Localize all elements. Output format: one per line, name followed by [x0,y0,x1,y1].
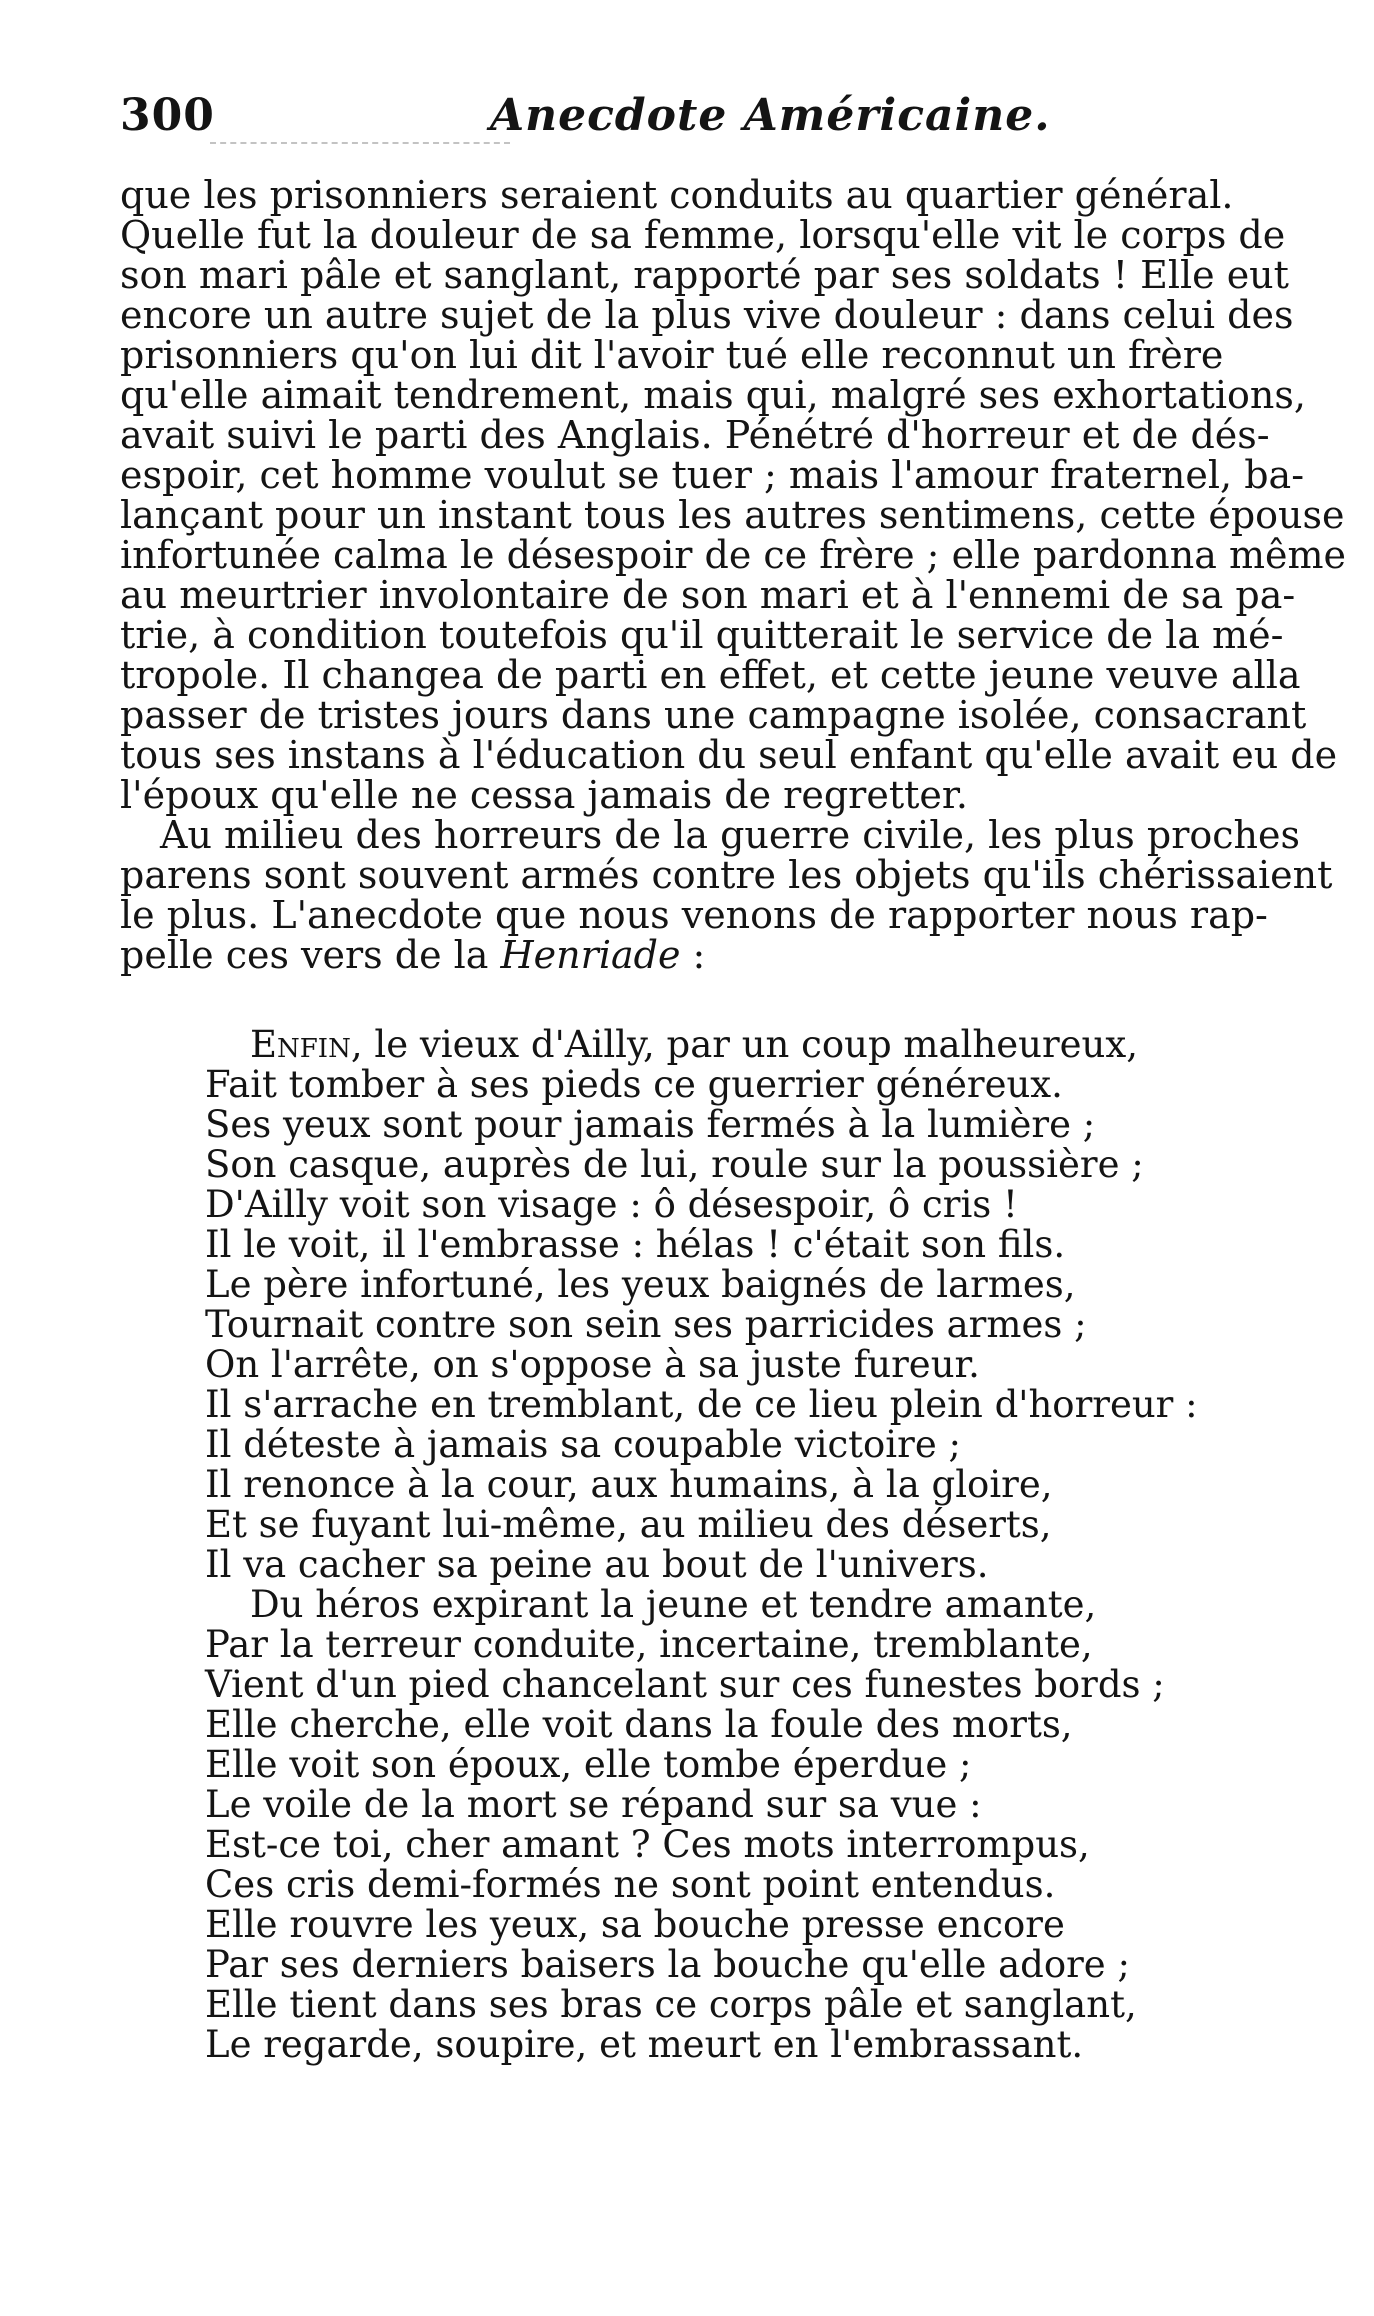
prose-line: tropole. Il changea de parti en effet, et cette jeune veuve alla [120,653,1301,697]
prose-line: parens sont souvent armés contre les objets qu'ils chérissaient [120,853,1333,897]
prose-line: tous ses instans à l'éducation du seul enfant qu'elle avait eu de [120,733,1338,777]
prose-line: infortunée calma le désespoir de ce frère ; elle pardonna même [120,533,1347,577]
prose-line: passer de tristes jours dans une campagne isolée, consacrant [120,693,1307,737]
verse-line: Le regarde, soupire, et meurt en l'embrassant. [205,2023,1084,2066]
prose-line: que les prisonniers seraient conduits au quartier général. [120,173,1234,217]
poem-title: Henriade [500,933,681,977]
header-rule [210,142,510,144]
prose-line: son mari pâle et sanglant, rapporté par ses soldats ! Elle eut [120,253,1289,297]
verse-line: Le voile de la mort se répand sur sa vue : [205,1783,982,1826]
prose-line: au meurtrier involontaire de son mari et à l'ennemi de sa pa- [120,573,1296,617]
page-number: 300 [120,90,215,141]
verse-line: D'Ailly voit son visage : ô désespoir, ô cris ! [205,1183,1018,1226]
prose-line: qu'elle aimait tendrement, mais qui, malgré ses exhortations, [120,373,1306,417]
page-header [120,90,1220,150]
verse-line: Elle tient dans ses bras ce corps pâle et sanglant, [205,1983,1137,2026]
verse-block [205,1025,1205,2065]
verse-line: Et se fuyant lui-même, au milieu des déserts, [205,1503,1052,1546]
verse-line: Son casque, auprès de lui, roule sur la poussière ; [205,1143,1144,1186]
prose-punct: : [680,933,706,977]
verse-line: Il s'arrache en tremblant, de ce lieu plein d'horreur : [205,1383,1198,1426]
prose-line-last [120,935,1220,975]
prose-line: trie, à condition toutefois qu'il quitterait le service de la mé- [120,613,1284,657]
prose-line: espoir, cet homme voulut se tuer ; mais l'amour fraternel, ba- [120,453,1305,497]
verse-line: Du héros expirant la jeune et tendre amante, [250,1583,1097,1626]
prose-line: lançant pour un instant tous les autres sentimens, cette épouse [120,493,1345,537]
verse-line: On l'arrête, on s'oppose à sa juste fureur. [205,1343,980,1386]
verse-line: Vient d'un pied chancelant sur ces funestes bords ; [205,1663,1165,1706]
verse-line: Ses yeux sont pour jamais fermés à la lumière ; [205,1103,1096,1146]
verse-line [205,1025,1205,1065]
verse-line: Il va cacher sa peine au bout de l'univers. [205,1543,989,1586]
prose-line: le plus. L'anecdote que nous venons de rapporter nous rap- [120,893,1268,937]
verse-line: Elle cherche, elle voit dans la foule des morts, [205,1703,1073,1746]
verse-line: Il déteste à jamais sa coupable victoire ; [205,1423,961,1466]
verse-first-word: Enfin, [250,1023,363,1066]
prose-line: avait suivi le parti des Anglais. Pénétré d'horreur et de dés- [120,413,1270,457]
verse-line: Elle voit son époux, elle tombe éperdue ; [205,1743,972,1786]
verse-line: Par ses derniers baisers la bouche qu'elle adore ; [205,1943,1130,1986]
prose-line: prisonniers qu'on lui dit l'avoir tué elle reconnut un frère [120,333,1224,377]
verse-line: Tournait contre son sein ses parricides armes ; [205,1303,1087,1346]
prose-line: encore un autre sujet de la plus vive douleur : dans celui des [120,293,1294,337]
prose-line: Au milieu des horreurs de la guerre civile, les plus proches [160,813,1300,857]
verse-line: Ces cris demi-formés ne sont point entendus. [205,1863,1056,1906]
verse-line: Par la terreur conduite, incertaine, tremblante, [205,1623,1093,1666]
verse-line: Il renonce à la cour, aux humains, à la gloire, [205,1463,1053,1506]
prose-line-text: pelle ces vers de la [120,933,489,977]
prose-line: Quelle fut la douleur de sa femme, lorsqu'elle vit le corps de [120,213,1286,257]
prose-line: l'époux qu'elle ne cessa jamais de regretter. [120,773,968,817]
verse-line: Elle rouvre les yeux, sa bouche presse encore [205,1903,1065,1946]
verse-line-text: le vieux d'Ailly, par un coup malheureux, [362,1023,1138,1066]
verse-line: Est-ce toi, cher amant ? Ces mots interrompus, [205,1823,1090,1866]
running-title: Anecdote Américaine. [490,90,1051,141]
verse-line: Il le voit, il l'embrasse : hélas ! c'était son fils. [205,1223,1066,1266]
verse-line: Fait tomber à ses pieds ce guerrier généreux. [205,1063,1063,1106]
verse-line: Le père infortuné, les yeux baignés de larmes, [205,1263,1076,1306]
prose-block [120,173,1347,977]
